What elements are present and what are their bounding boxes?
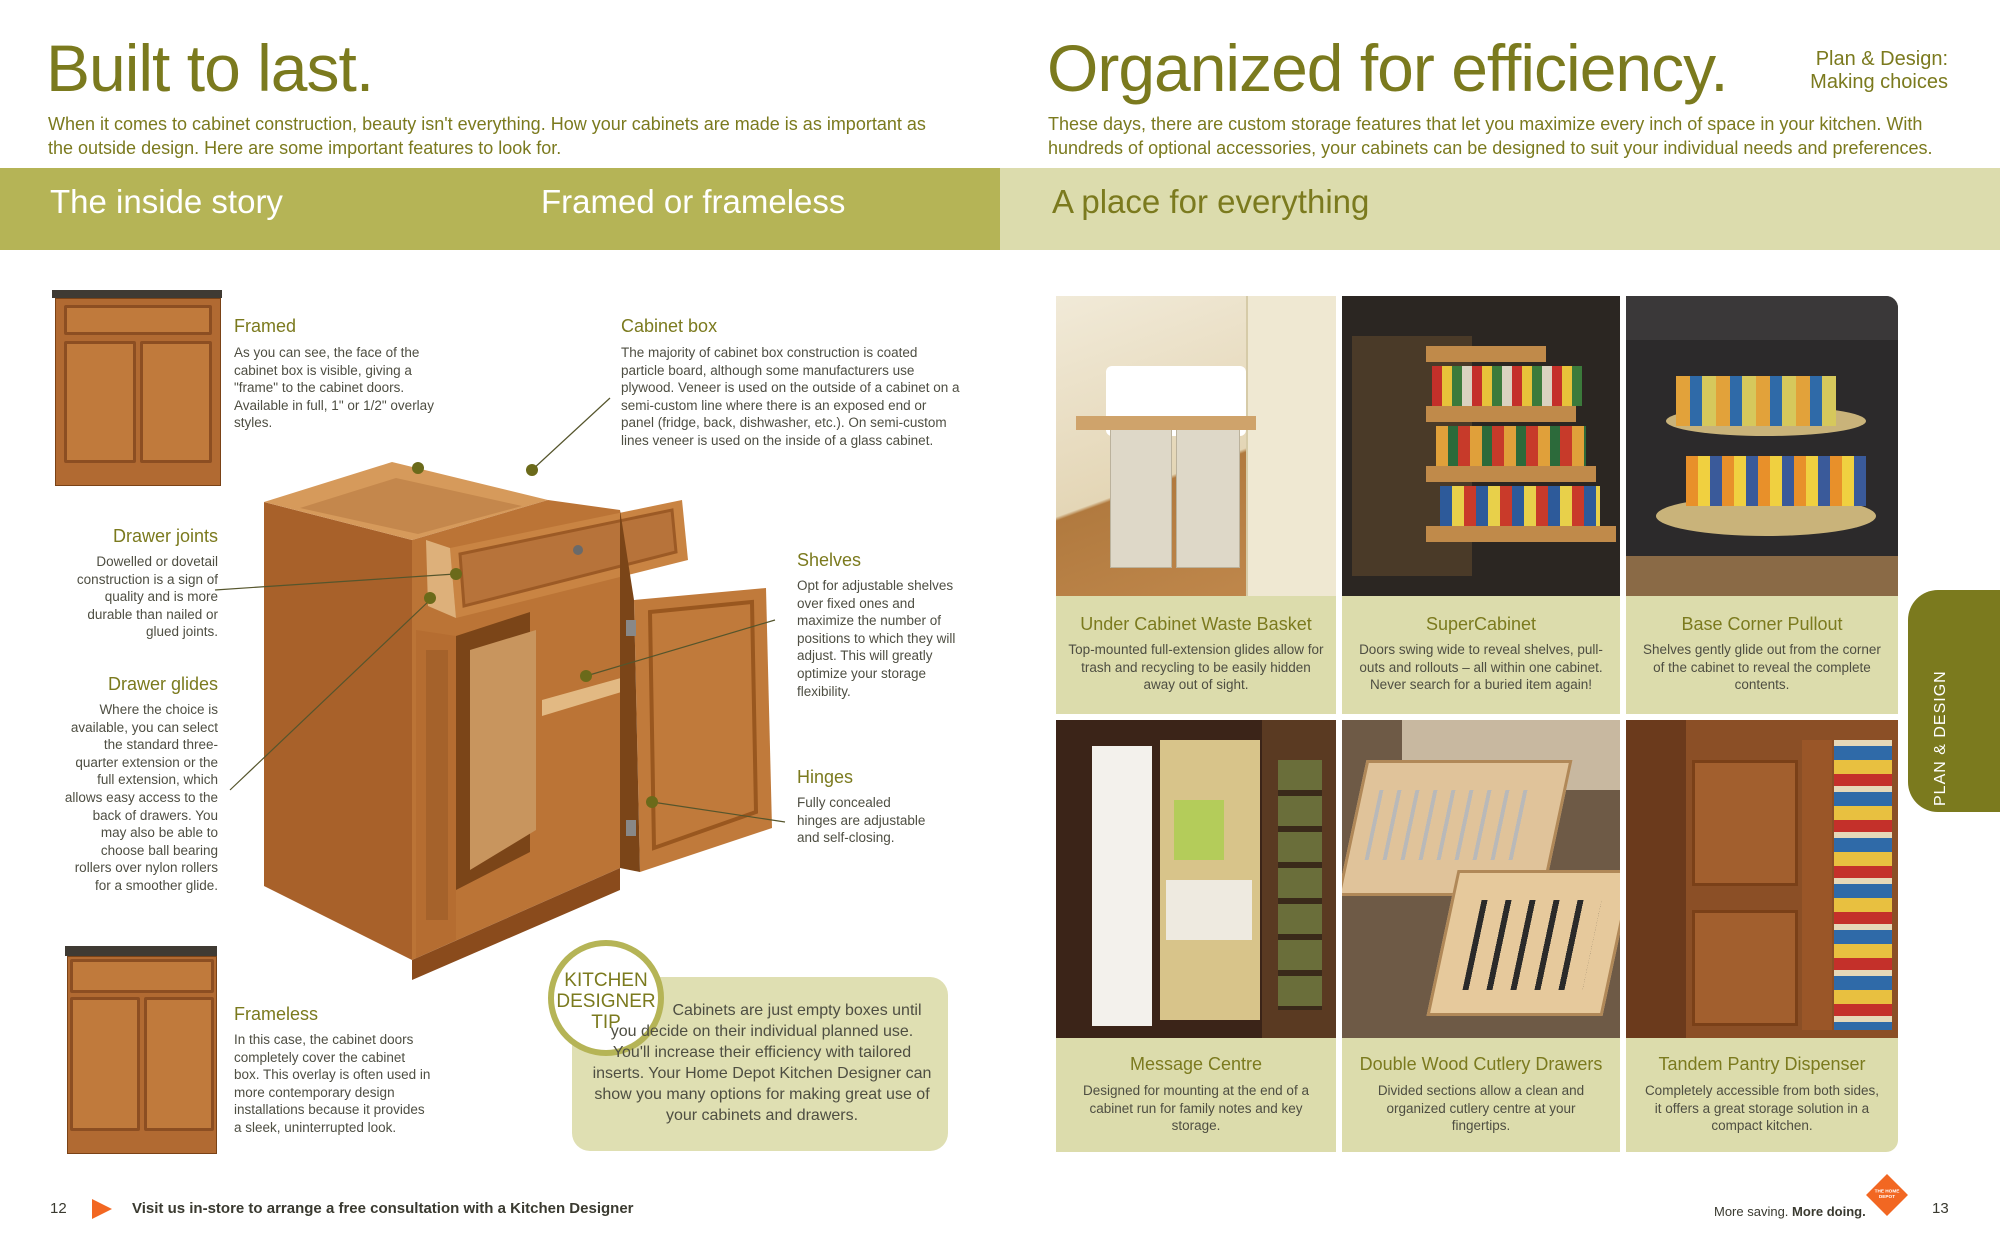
card-text: Designed for mounting at the end of a cabinet run for family notes and key storage.: [1083, 1083, 1309, 1134]
feature-card-message-centre: [1056, 720, 1336, 1152]
band-title-inside-story: The inside story: [50, 183, 283, 220]
card-text: Doors swing wide to reveal shelves, pull-outs and rollouts – all within one cabinet. Never search for a buried item again!: [1359, 642, 1603, 693]
card-title: Message Centre: [1129, 1054, 1263, 1074]
right-page-intro: These days, there are custom storage features that let you maximize every inch of space in your kitchen. With hundreds of optional accessories, your cabinets can be designed to suit your individual needs and preferences.: [1048, 114, 1933, 158]
pantry-dispenser-photo: [1626, 720, 1898, 1038]
play-arrow-icon: [92, 1199, 112, 1219]
frameless-text: In this case, the cabinet doors completely cover the cabinet box. This overlay is often used in more contemporary design installations because it provides a sleek, uninterrupted look.: [234, 1032, 431, 1135]
left-page-title: Built to last.: [46, 31, 374, 105]
band-title-framed-frameless: Framed or frameless: [541, 183, 846, 220]
frameless-heading: Frameless: [234, 1004, 319, 1024]
card-title: SuperCabinet: [1425, 614, 1537, 634]
cabinet-box-text: The majority of cabinet box construction is coated particle board, although some manufacturers use plywood. Veneer is used on the outside of a cabinet on a semi-custom line where there is an exposed end or panel (fridge, back, dishwasher, etc.). On semi-custom lines veneer is used on the inside of a glass cabinet.: [621, 345, 960, 448]
feature-card-pantry-dispenser: [1626, 720, 1898, 1152]
drawer-joints-text: Dowelled or dovetail construction is a sign of quality and is more durable than nailed or glued joints.: [76, 554, 218, 640]
shelves-text: Opt for adjustable shelves over fixed ones and maximize the number of positions to which they will adjust. This will greatly optimize your storage flexibility.: [797, 578, 956, 699]
shelves-heading: Shelves: [797, 550, 862, 570]
section-tagline: Plan & Design: Making choices: [1810, 48, 1948, 93]
footer-slogan: More saving. More doing.: [1714, 1204, 1866, 1219]
framed-text: As you can see, the face of the cabinet box is visible, giving a "frame" to the cabinet doors. Available in full, 1" or 1/2" overlay styles.: [234, 345, 434, 431]
card-title: Base Corner Pullout: [1681, 614, 1843, 634]
band-title-place-for-everything: A place for everything: [1052, 183, 1370, 220]
home-depot-logo: THE HOME DEPOT: [1866, 1174, 1908, 1216]
section-side-tab[interactable]: [1908, 590, 2000, 812]
cabinet-box-heading: Cabinet box: [621, 316, 718, 336]
card-title: Under Cabinet Waste Basket: [1080, 614, 1312, 634]
feature-card-waste-basket: [1056, 296, 1336, 714]
feature-card-cutlery-drawers: [1342, 720, 1620, 1152]
card-text: Completely accessible from both sides, it offers a great storage solution in a compact kitchen.: [1644, 1083, 1880, 1134]
framed-heading: Framed: [234, 316, 297, 336]
feature-card-corner-pullout: [1626, 296, 1898, 714]
card-title: Double Wood Cutlery Drawers: [1359, 1054, 1603, 1074]
drawer-joints-heading: Drawer joints: [112, 526, 218, 546]
waste-basket-photo: [1056, 296, 1336, 596]
frameless-cabinet-image: [65, 946, 217, 1152]
tip-text: Cabinets are just empty boxes until you decide on their individual planned use. You'll increase their efficiency with tailored inserts. Your Home Depot Kitchen Designer can show you many options for making great use of your cabinets and drawers.: [592, 1002, 932, 1124]
feature-card-supercabinet: [1342, 296, 1620, 714]
drawer-glides-text: Where the choice is available, you can select the standard three-quarter extension or the full extension, which allows easy access to the back of drawers. You may also be able to choose ball bearing rollers over nylon rollers for a smoother glide.: [64, 702, 218, 893]
drawer-glides-heading: Drawer glides: [107, 674, 218, 694]
left-page-number: 12: [50, 1200, 67, 1217]
left-page-intro: When it comes to cabinet construction, beauty isn't everything. How your cabinets are made is as important as the outside design. Here are some important features to look for.: [48, 114, 926, 158]
cutlery-drawers-photo: [1342, 720, 1620, 1038]
side-tab-label: PLAN & DESIGN: [1932, 670, 1949, 806]
hinges-heading: Hinges: [797, 767, 854, 787]
right-page-number: 13: [1932, 1200, 1949, 1217]
tip-label: KITCHEN DESIGNER TIP: [556, 970, 656, 1033]
card-text: Divided sections allow a clean and organized cutlery centre at your fingertips.: [1377, 1083, 1585, 1134]
card-text: Shelves gently glide out from the corner of the cabinet to reveal the complete contents.: [1643, 642, 1881, 693]
supercabinet-photo: [1342, 296, 1620, 596]
hinges-text: Fully concealed hinges are adjustable and self-closing.: [797, 795, 926, 846]
right-page-title: Organized for efficiency.: [1047, 31, 1728, 105]
consultation-footer: Visit us in-store to arrange a free consultation with a Kitchen Designer: [132, 1200, 634, 1217]
corner-pullout-photo: [1626, 296, 1898, 596]
card-title: Tandem Pantry Dispenser: [1658, 1054, 1866, 1074]
message-centre-photo: [1056, 720, 1336, 1038]
card-text: Top-mounted full-extension glides allow for trash and recycling to be easily hidden away out of sight.: [1068, 642, 1324, 693]
